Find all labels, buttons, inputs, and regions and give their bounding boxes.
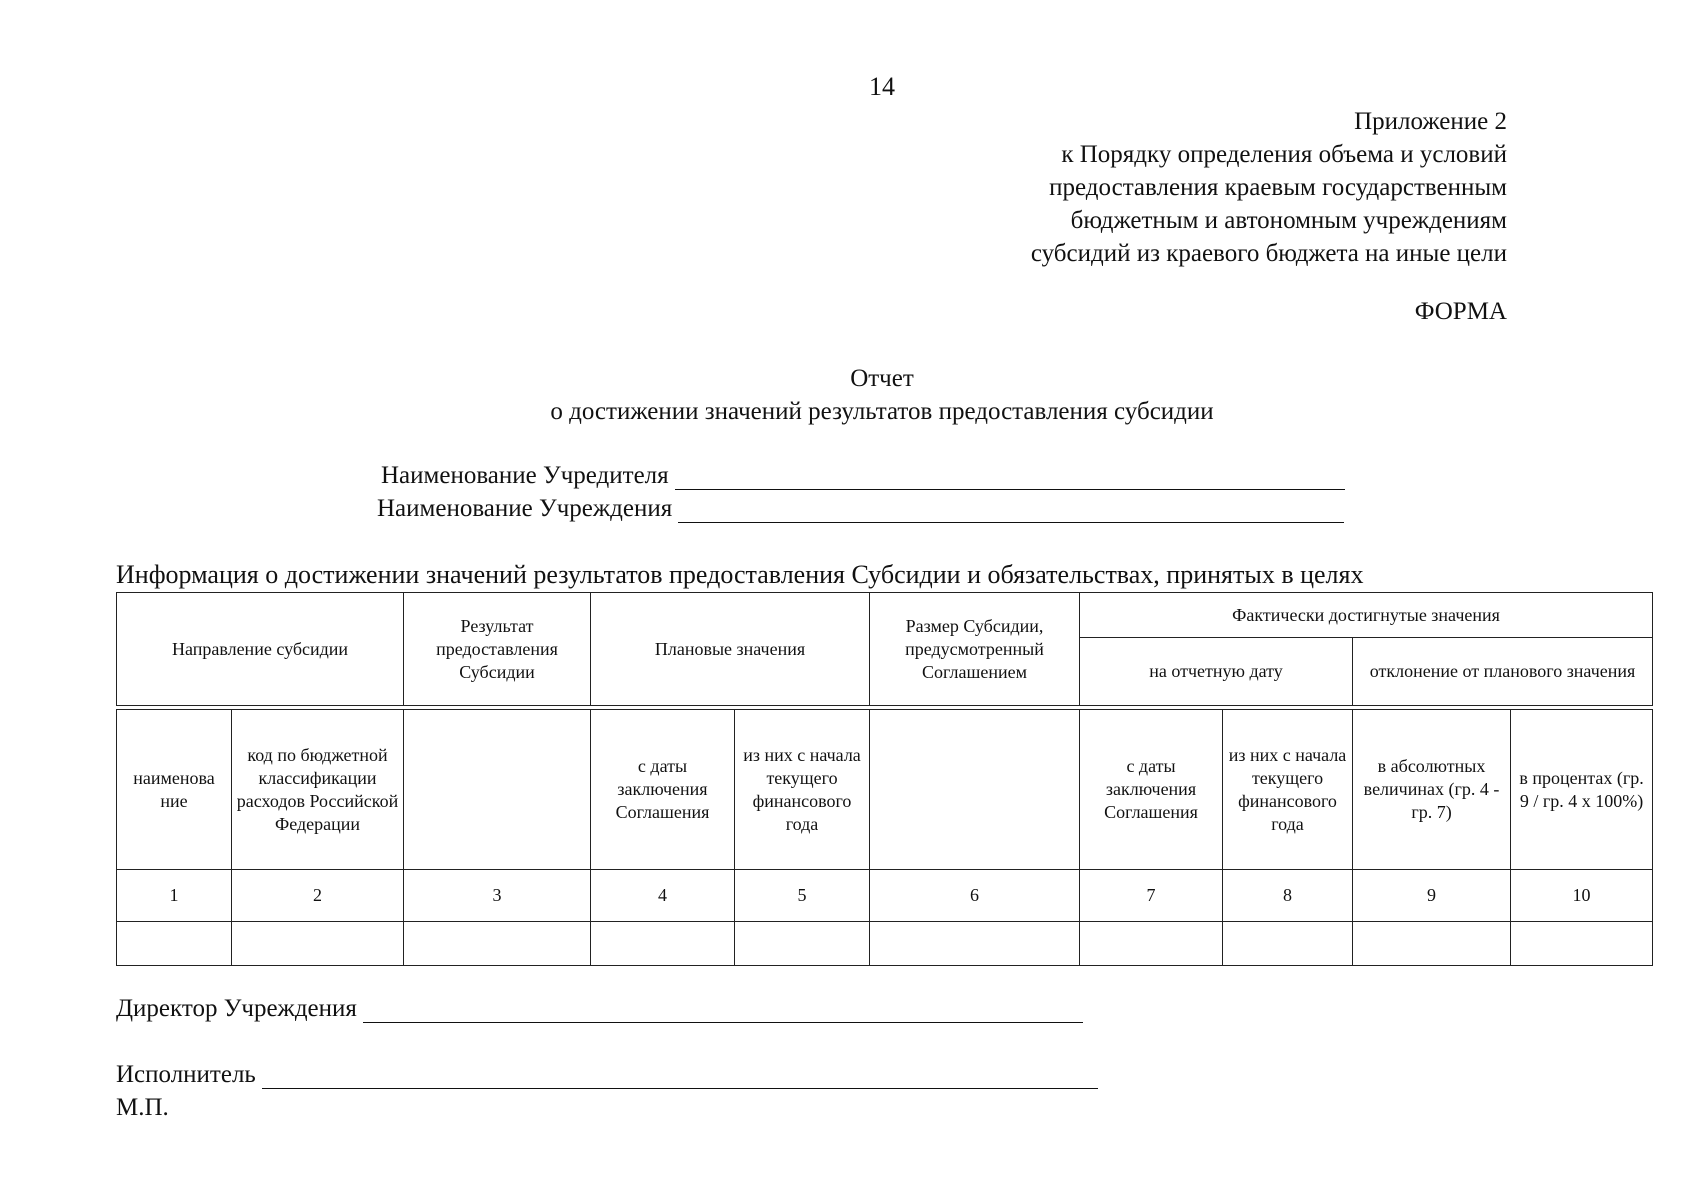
column-number: 2 bbox=[232, 870, 404, 922]
appendix-line: Приложение 2 bbox=[1354, 108, 1507, 135]
subheader-cell: наименова ние bbox=[117, 710, 232, 870]
table-cell[interactable] bbox=[232, 922, 404, 966]
report-title: Отчет bbox=[850, 365, 914, 392]
report-subtitle: о достижении значений результатов предоставления субсидии bbox=[550, 398, 1214, 425]
column-number: 5 bbox=[735, 870, 870, 922]
table-cell[interactable] bbox=[735, 922, 870, 966]
subheader-cell bbox=[870, 710, 1080, 870]
director-label: Директор Учреждения bbox=[116, 995, 357, 1022]
institution-label: Наименование Учреждения bbox=[377, 495, 673, 522]
info-heading: Информация о достижении значений результатов предоставления Субсидии и обязательствах, принятых в целях bbox=[116, 560, 1364, 589]
subheader-cell: из них с начала текущего финансового года bbox=[735, 710, 870, 870]
header-result: Результат предоставления Субсидии bbox=[404, 593, 591, 706]
appendix-line: субсидий из краевого бюджета на иные цели bbox=[1030, 240, 1507, 267]
column-number: 9 bbox=[1353, 870, 1511, 922]
table-subheader-row bbox=[117, 710, 1653, 870]
table-cell[interactable] bbox=[591, 922, 735, 966]
table-cell[interactable] bbox=[1511, 922, 1653, 966]
executor-label: Исполнитель bbox=[116, 1061, 256, 1088]
column-number: 3 bbox=[404, 870, 591, 922]
header-deviation: отклонение от планового значения bbox=[1353, 638, 1653, 706]
header-actual: Фактически достигнутые значения bbox=[1080, 593, 1653, 638]
subheader-cell: код по бюджетной классификации расходов Российской Федерации bbox=[232, 710, 404, 870]
header-direction: Направление субсидии bbox=[117, 593, 404, 706]
table-cell[interactable] bbox=[1080, 922, 1223, 966]
subheader-cell: из них с начала текущего финансового года bbox=[1223, 710, 1353, 870]
table-cell[interactable] bbox=[117, 922, 232, 966]
header-on-date: на отчетную дату bbox=[1080, 638, 1353, 706]
table-cell[interactable] bbox=[404, 922, 591, 966]
column-number: 6 bbox=[870, 870, 1080, 922]
column-number: 4 bbox=[591, 870, 735, 922]
founder-input-line[interactable] bbox=[675, 463, 1345, 490]
appendix-line: бюджетным и автономным учреждениям bbox=[1070, 207, 1507, 234]
page-number: 14 bbox=[869, 72, 895, 101]
director-signature-line[interactable] bbox=[363, 996, 1083, 1023]
executor-signature-line[interactable] bbox=[262, 1062, 1098, 1089]
subheader-cell: с даты заключения Соглашения bbox=[591, 710, 735, 870]
column-number: 10 bbox=[1511, 870, 1653, 922]
founder-field bbox=[381, 462, 1345, 490]
institution-field bbox=[377, 495, 1344, 523]
form-label: ФОРМА bbox=[1414, 298, 1507, 325]
subheader-cell: с даты заключения Соглашения bbox=[1080, 710, 1223, 870]
column-number: 7 bbox=[1080, 870, 1223, 922]
table-cell[interactable] bbox=[870, 922, 1080, 966]
executor-signature bbox=[116, 1061, 1098, 1089]
results-table bbox=[116, 592, 1653, 966]
header-amount: Размер Субсидии, предусмотренный Соглашением bbox=[870, 593, 1080, 706]
column-number: 8 bbox=[1223, 870, 1353, 922]
founder-label: Наименование Учредителя bbox=[381, 462, 669, 489]
appendix-block bbox=[1031, 105, 1507, 270]
institution-input-line[interactable] bbox=[678, 496, 1344, 523]
report-title-block bbox=[0, 362, 1697, 428]
appendix-line: к Порядку определения объема и условий bbox=[1061, 141, 1507, 168]
subheader-cell: в абсолютных величинах (гр. 4 - гр. 7) bbox=[1353, 710, 1511, 870]
subheader-cell: в процентах (гр. 9 / гр. 4 х 100%) bbox=[1511, 710, 1653, 870]
appendix-line: предоставления краевым государственным bbox=[1049, 174, 1507, 201]
column-number-row bbox=[117, 870, 1653, 922]
stamp-placeholder: М.П. bbox=[116, 1094, 169, 1121]
table-header-row bbox=[117, 593, 1653, 638]
column-number: 1 bbox=[117, 870, 232, 922]
table-cell[interactable] bbox=[1223, 922, 1353, 966]
header-planned: Плановые значения bbox=[591, 593, 870, 706]
director-signature bbox=[116, 995, 1083, 1023]
table-row bbox=[117, 922, 1653, 966]
table-cell[interactable] bbox=[1353, 922, 1511, 966]
subheader-cell bbox=[404, 710, 591, 870]
